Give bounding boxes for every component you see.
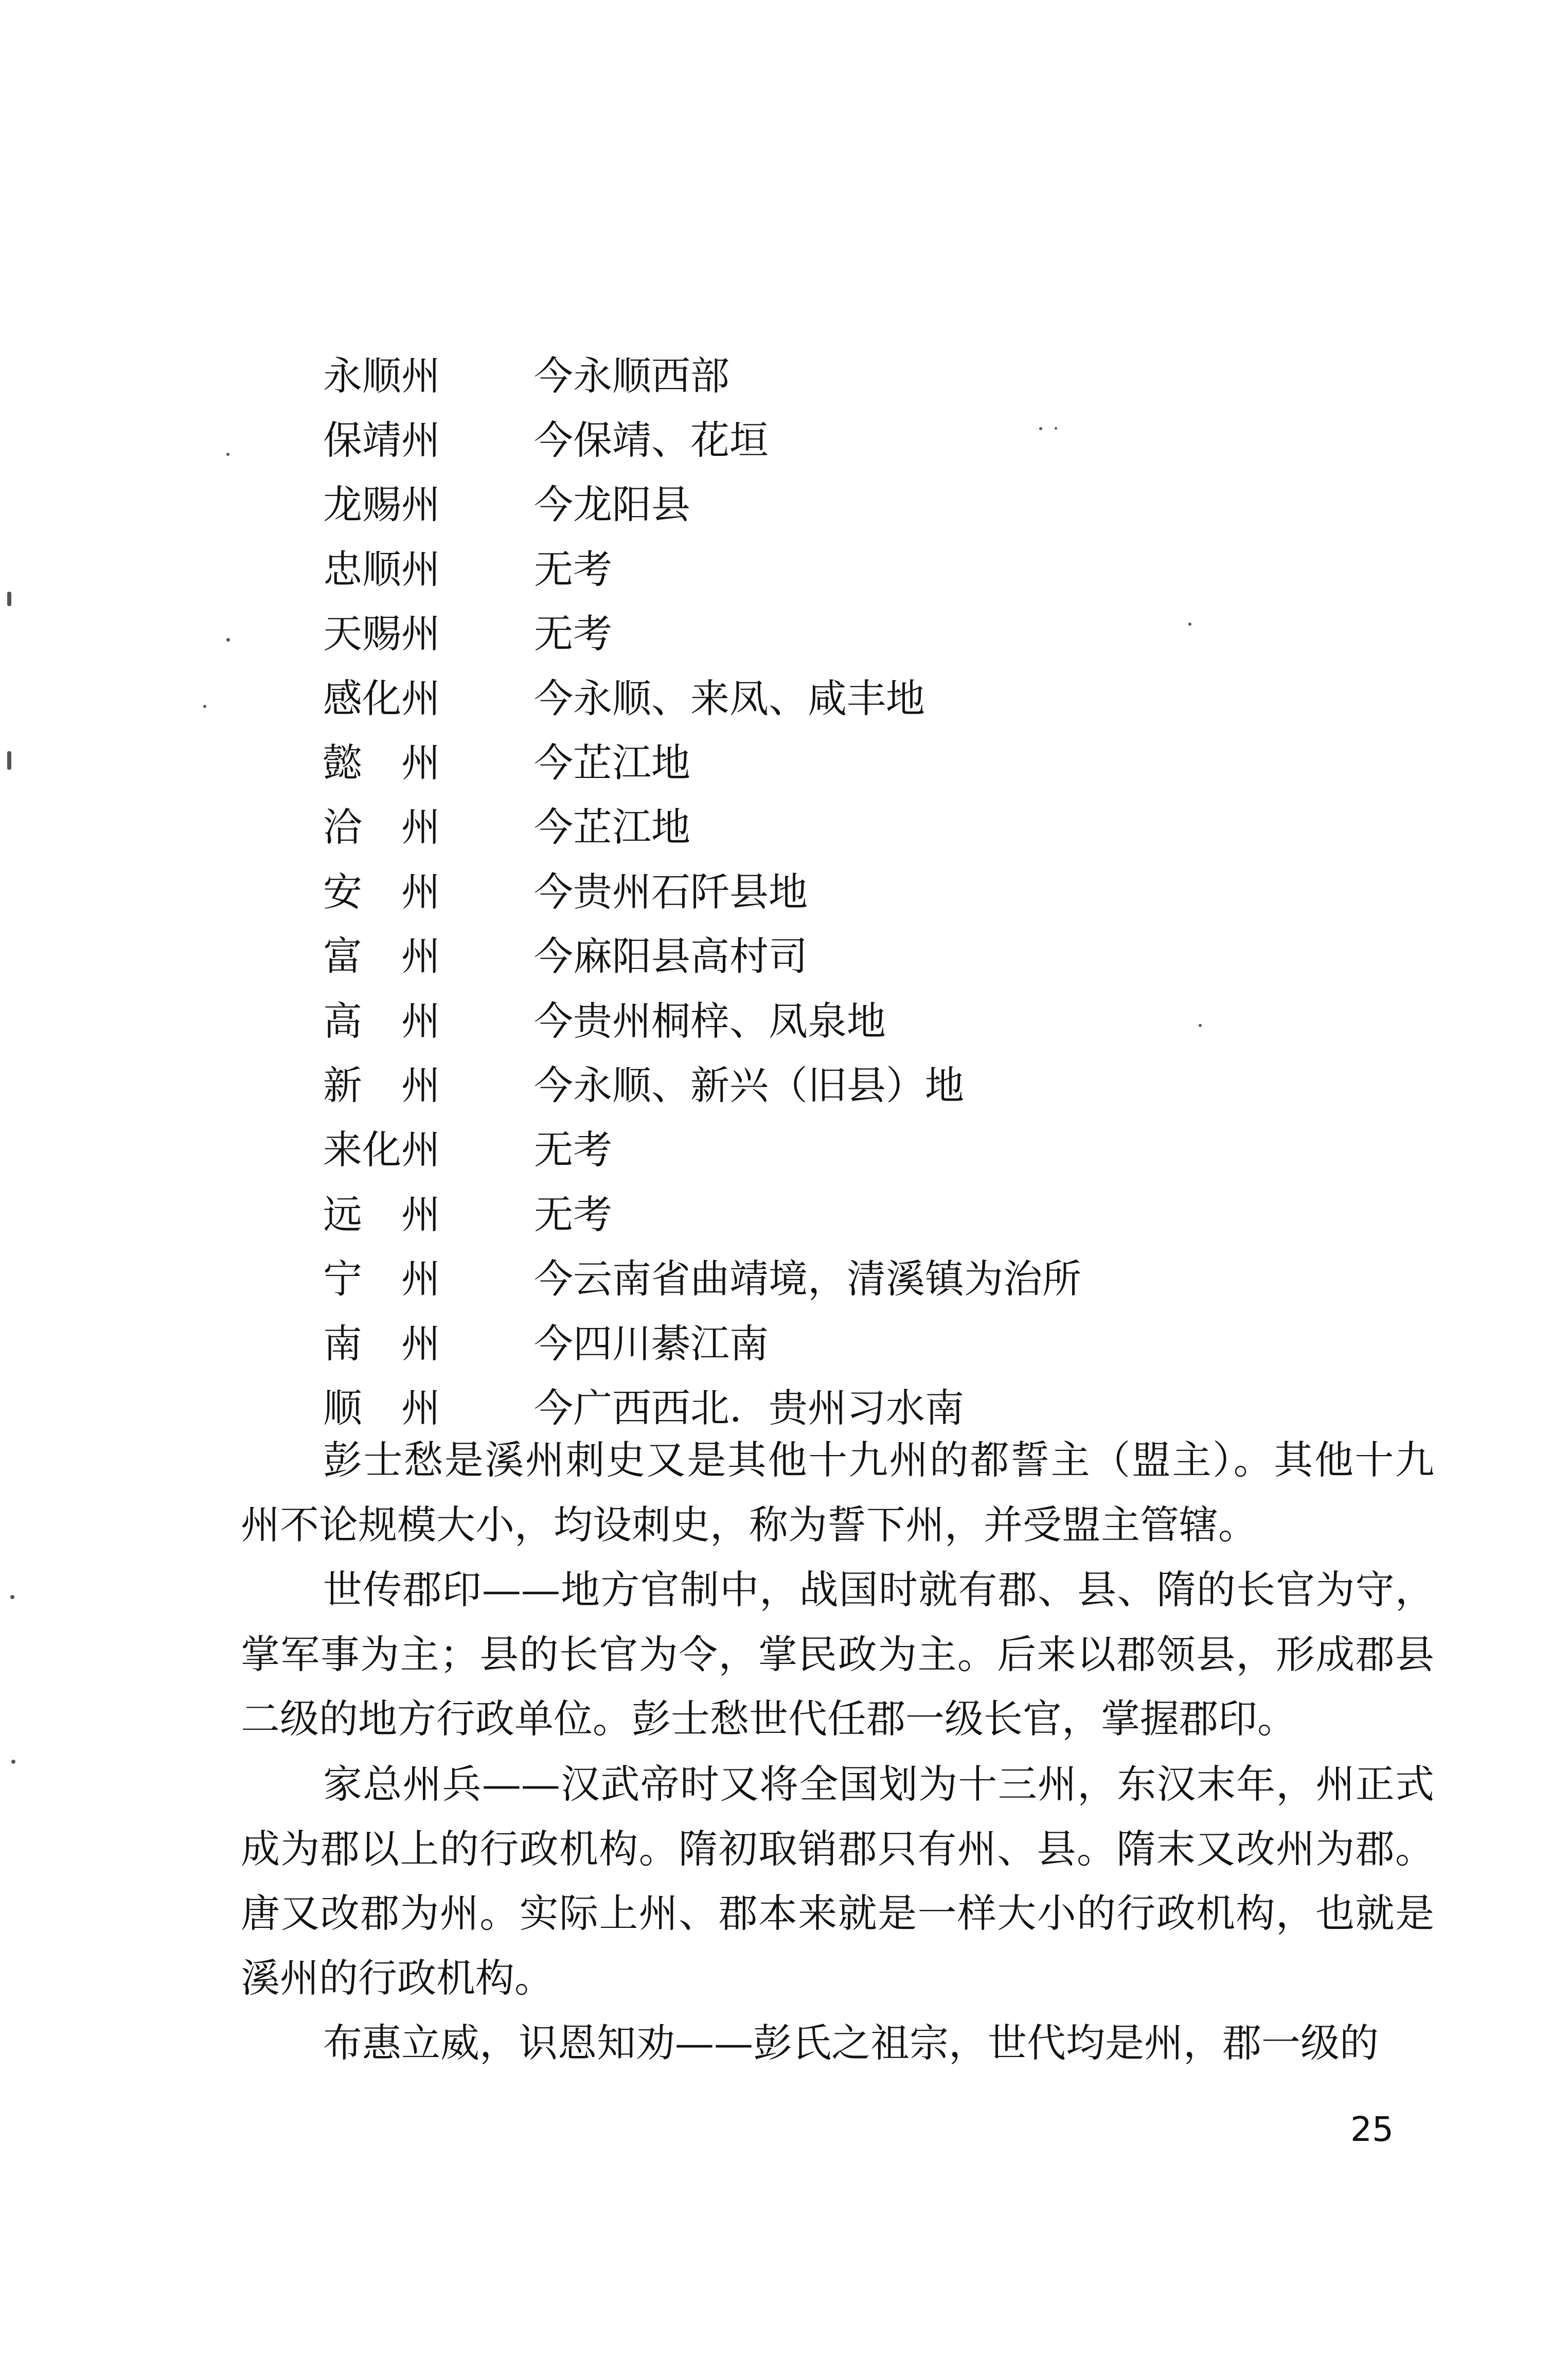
table-row <box>323 860 1455 924</box>
prefecture-name: 新 州 <box>323 1062 440 1108</box>
table-row <box>323 1053 1455 1118</box>
scan-speck <box>1199 1024 1202 1027</box>
modern-location: 今永顺西部 <box>534 352 729 399</box>
modern-location: 今贵州石阡县地 <box>534 869 808 915</box>
prefecture-name: 洽 州 <box>323 804 440 850</box>
table-row <box>323 1312 1455 1376</box>
prefecture-name: 龙赐州 <box>323 482 440 528</box>
table-row <box>323 537 1455 601</box>
modern-location: 今永顺、来凤、咸丰地 <box>534 675 925 721</box>
modern-location: 今芷江地 <box>534 804 690 850</box>
body-paragraph: 家总州兵——汉武帝时又将全国划为十三州，东汉末年，州正式成为郡以上的行政机构。隋初取销郡只有州、县。隋末又改州为郡。唐又改郡为州。实际上州、郡本来就是一样大小的行政机构，也就是溪州的行政机构。 <box>241 1761 1434 2001</box>
prefecture-name: 安 州 <box>323 869 440 915</box>
scan-speck <box>1055 427 1057 430</box>
scan-speck <box>226 453 229 456</box>
table-row <box>323 731 1455 795</box>
table-row <box>323 666 1455 731</box>
modern-location: 今广西西北．贵州习水南 <box>534 1385 964 1431</box>
modern-location: 今保靖、花垣 <box>534 417 769 464</box>
prefecture-name: 富 州 <box>323 933 440 980</box>
prefecture-name: 天赐州 <box>323 611 440 657</box>
table-row <box>323 1247 1455 1311</box>
prefecture-name: 保靖州 <box>323 417 440 464</box>
prefecture-name: 高 州 <box>323 998 440 1044</box>
scan-speck <box>1188 623 1191 626</box>
prefecture-name: 懿 州 <box>323 740 440 786</box>
prefecture-name: 顺 州 <box>323 1385 440 1431</box>
modern-location: 今云南省曲靖境，清溪镇为治所 <box>534 1256 1081 1302</box>
prefecture-table <box>323 344 1455 1441</box>
modern-location: 今龙阳县 <box>534 482 690 528</box>
prefecture-name: 来化州 <box>323 1127 440 1173</box>
table-row <box>323 602 1455 666</box>
modern-location: 无考 <box>534 1127 612 1173</box>
scan-speck <box>226 638 230 642</box>
scan-speck <box>11 1760 15 1764</box>
table-row <box>323 473 1455 537</box>
prefecture-name: 忠顺州 <box>323 546 440 592</box>
table-row <box>323 1182 1455 1247</box>
modern-location: 今四川綦江南 <box>534 1320 769 1367</box>
modern-location: 无考 <box>534 611 612 657</box>
table-row <box>323 1118 1455 1182</box>
prefecture-name: 南 州 <box>323 1320 440 1367</box>
scan-speck <box>1039 427 1042 430</box>
modern-location: 无考 <box>534 546 612 592</box>
modern-location: 今芷江地 <box>534 740 690 786</box>
table-row <box>323 989 1455 1053</box>
table-row <box>323 344 1455 408</box>
scan-speck <box>203 705 206 708</box>
prefecture-name: 感化州 <box>323 675 440 721</box>
modern-location: 今贵州桐梓、凤泉地 <box>534 998 886 1044</box>
modern-location: 无考 <box>534 1191 612 1237</box>
modern-location: 今永顺、新兴（旧县）地 <box>534 1062 964 1108</box>
body-paragraph: 世传郡印——地方官制中，战国时就有郡、县、隋的长官为守，掌军事为主；县的长官为令，掌民政为主。后来以郡领县，形成郡县二级的地方行政单位。彭士愁世代任郡一级长官，掌握郡印。 <box>241 1567 1434 1742</box>
body-paragraph: 彭士愁是溪州刺史又是其他十九州的都誓主（盟主）。其他十九州不论规模大小，均设刺史，称为誓下州，并受盟主管辖。 <box>241 1437 1434 1548</box>
table-row <box>323 795 1455 860</box>
prefecture-name: 宁 州 <box>323 1256 440 1302</box>
page-number: 25 <box>1350 2110 1394 2149</box>
prefecture-name: 远 州 <box>323 1191 440 1237</box>
scan-speck <box>7 751 11 770</box>
table-row <box>323 408 1455 472</box>
prefecture-name: 永顺州 <box>323 352 440 399</box>
scan-speck <box>10 1595 14 1599</box>
modern-location: 今麻阳县高村司 <box>534 933 808 980</box>
table-row <box>323 925 1455 989</box>
scan-speck <box>7 592 11 606</box>
body-paragraph: 布惠立威，识恩知劝——彭氏之祖宗，世代均是州，郡一级的 <box>323 2020 1379 2066</box>
